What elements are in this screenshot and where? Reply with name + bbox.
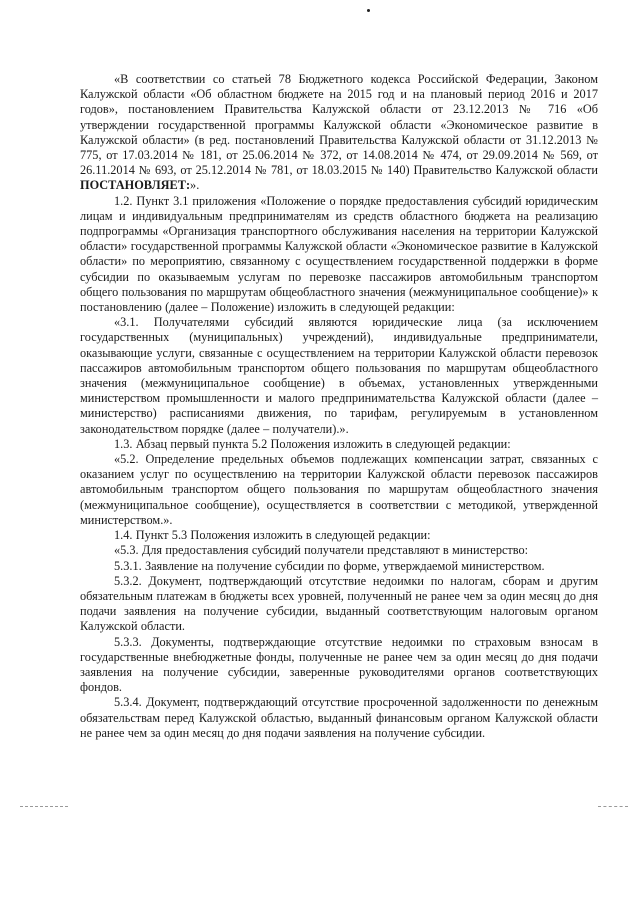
- paragraph-quote-intro: [80, 72, 598, 194]
- paragraph-5-3-1: 5.3.1. Заявление на получение субсидии по форме, утверждаемой министерством.: [114, 558, 545, 573]
- paragraph-5-2: «5.2. Определение предельных объемов подлежащих компенсации затрат, связанных с оказанием услуг по осуществлению на территории Калужской области перевозок пассажиров автомобильным транспортом общего пользования по маршрутам общеобластного значения (межмуниципальное сообщение), осуществляется в соответствии с методикой, утвержденной министерством.».: [80, 452, 598, 527]
- paragraph-5-3-2: 5.3.2. Документ, подтверждающий отсутствие недоимки по налогам, сборам и другим обязательным платежам в бюджеты всех уровней, полученный не ранее чем за один месяц до дня подачи заявления на получение субсидии, выданный соответствующим налоговым органом Калужской области.: [80, 573, 598, 634]
- decree-keyword: ПОСТАНОВЛЯЕТ:: [80, 178, 191, 193]
- scan-artifact-left: [20, 806, 68, 807]
- paragraph-1-4: 1.4. Пункт 5.3 Положения изложить в следующей редакции:: [114, 528, 431, 543]
- scan-speck: [367, 9, 370, 12]
- paragraph-quote-intro-tail: ».: [190, 178, 200, 193]
- paragraph-1-3: 1.3. Абзац первый пункта 5.2 Положения изложить в следующей редакции:: [114, 436, 511, 451]
- scan-artifact-right: [598, 806, 628, 807]
- paragraph-5-3: «5.3. Для предоставления субсидий получатели представляют в министерство:: [114, 543, 529, 558]
- paragraph-3-1: «3.1. Получателями субсидий являются юридические лица (за исключением государственных (муниципальных) учреждений), индивидуальные предприниматели, оказывающие услуги, связанные с осуществлением на территории Калужской области перевозок пассажиров автомобильным транспортом общего пользования по маршрутам общеобластного значения (межмуниципальное сообщение) в объемах, установленных утвержденными министерством промышленности и малого предпринимательства Калужской области (далее – министерство) расписаниями движения, по тарифам, регулируемым в установленном законодательством порядке (далее – получатели).».: [80, 315, 598, 436]
- paragraph-1-2: 1.2. Пункт 3.1 приложения «Положение о порядке предоставления субсидий юридическим лицам и индивидуальным предпринимателям из средств областного бюджета на реализацию подпрограммы «Организация транспортного обслуживания населения на территории Калужской области» государственной программы Калужской области «Экономическое развитие в Калужской области» по мероприятию, связанному с осуществлением государственной поддержки в форме субсидии по оказываемым услугам по перевозке пассажиров автомобильным транспортом общего пользования по маршрутам общеобластного значения (межмуниципальное сообщение)» к постановлению (далее – Положение) изложить в следующей редакции:: [80, 193, 598, 315]
- paragraph-5-3-4: 5.3.4. Документ, подтверждающий отсутствие просроченной задолженности по денежным обязательствам перед Калужской областью, выданный финансовым органом Калужской области не ранее чем за один месяц до дня подачи заявления на получение субсидии.: [80, 695, 598, 740]
- document-body: [80, 72, 598, 741]
- paragraph-5-3-3: 5.3.3. Документы, подтверждающие отсутствие недоимки по страховым взносам в государственные внебюджетные фонды, полученные не ранее чем за один месяц до дня подачи заявления на получение субсидии, заверенные руководителями органов соответствующих фондов.: [80, 634, 598, 695]
- paragraph-quote-intro-text: «В соответствии со статьей 78 Бюджетного кодекса Российской Федерации, Законом Калужской области «Об областном бюджете на 2015 год и на плановый период 2016 и 2017 годов», постановлением Правительства Калужской области от 23.12.2013 № 716 «Об утверждении государственной программы Калужской области «Экономическое развитие в Калужской области» (в ред. постановлений Правительства Калужской области от 31.12.2013 № 775, от 17.03.2014 № 181, от 25.06.2014 № 372, от 14.08.2014 № 474, от 29.09.2014 № 569, от 26.11.2014 № 693, от 25.12.2014 № 781, от 18.03.2015 № 140) Правительство Калужской области: [80, 72, 598, 178]
